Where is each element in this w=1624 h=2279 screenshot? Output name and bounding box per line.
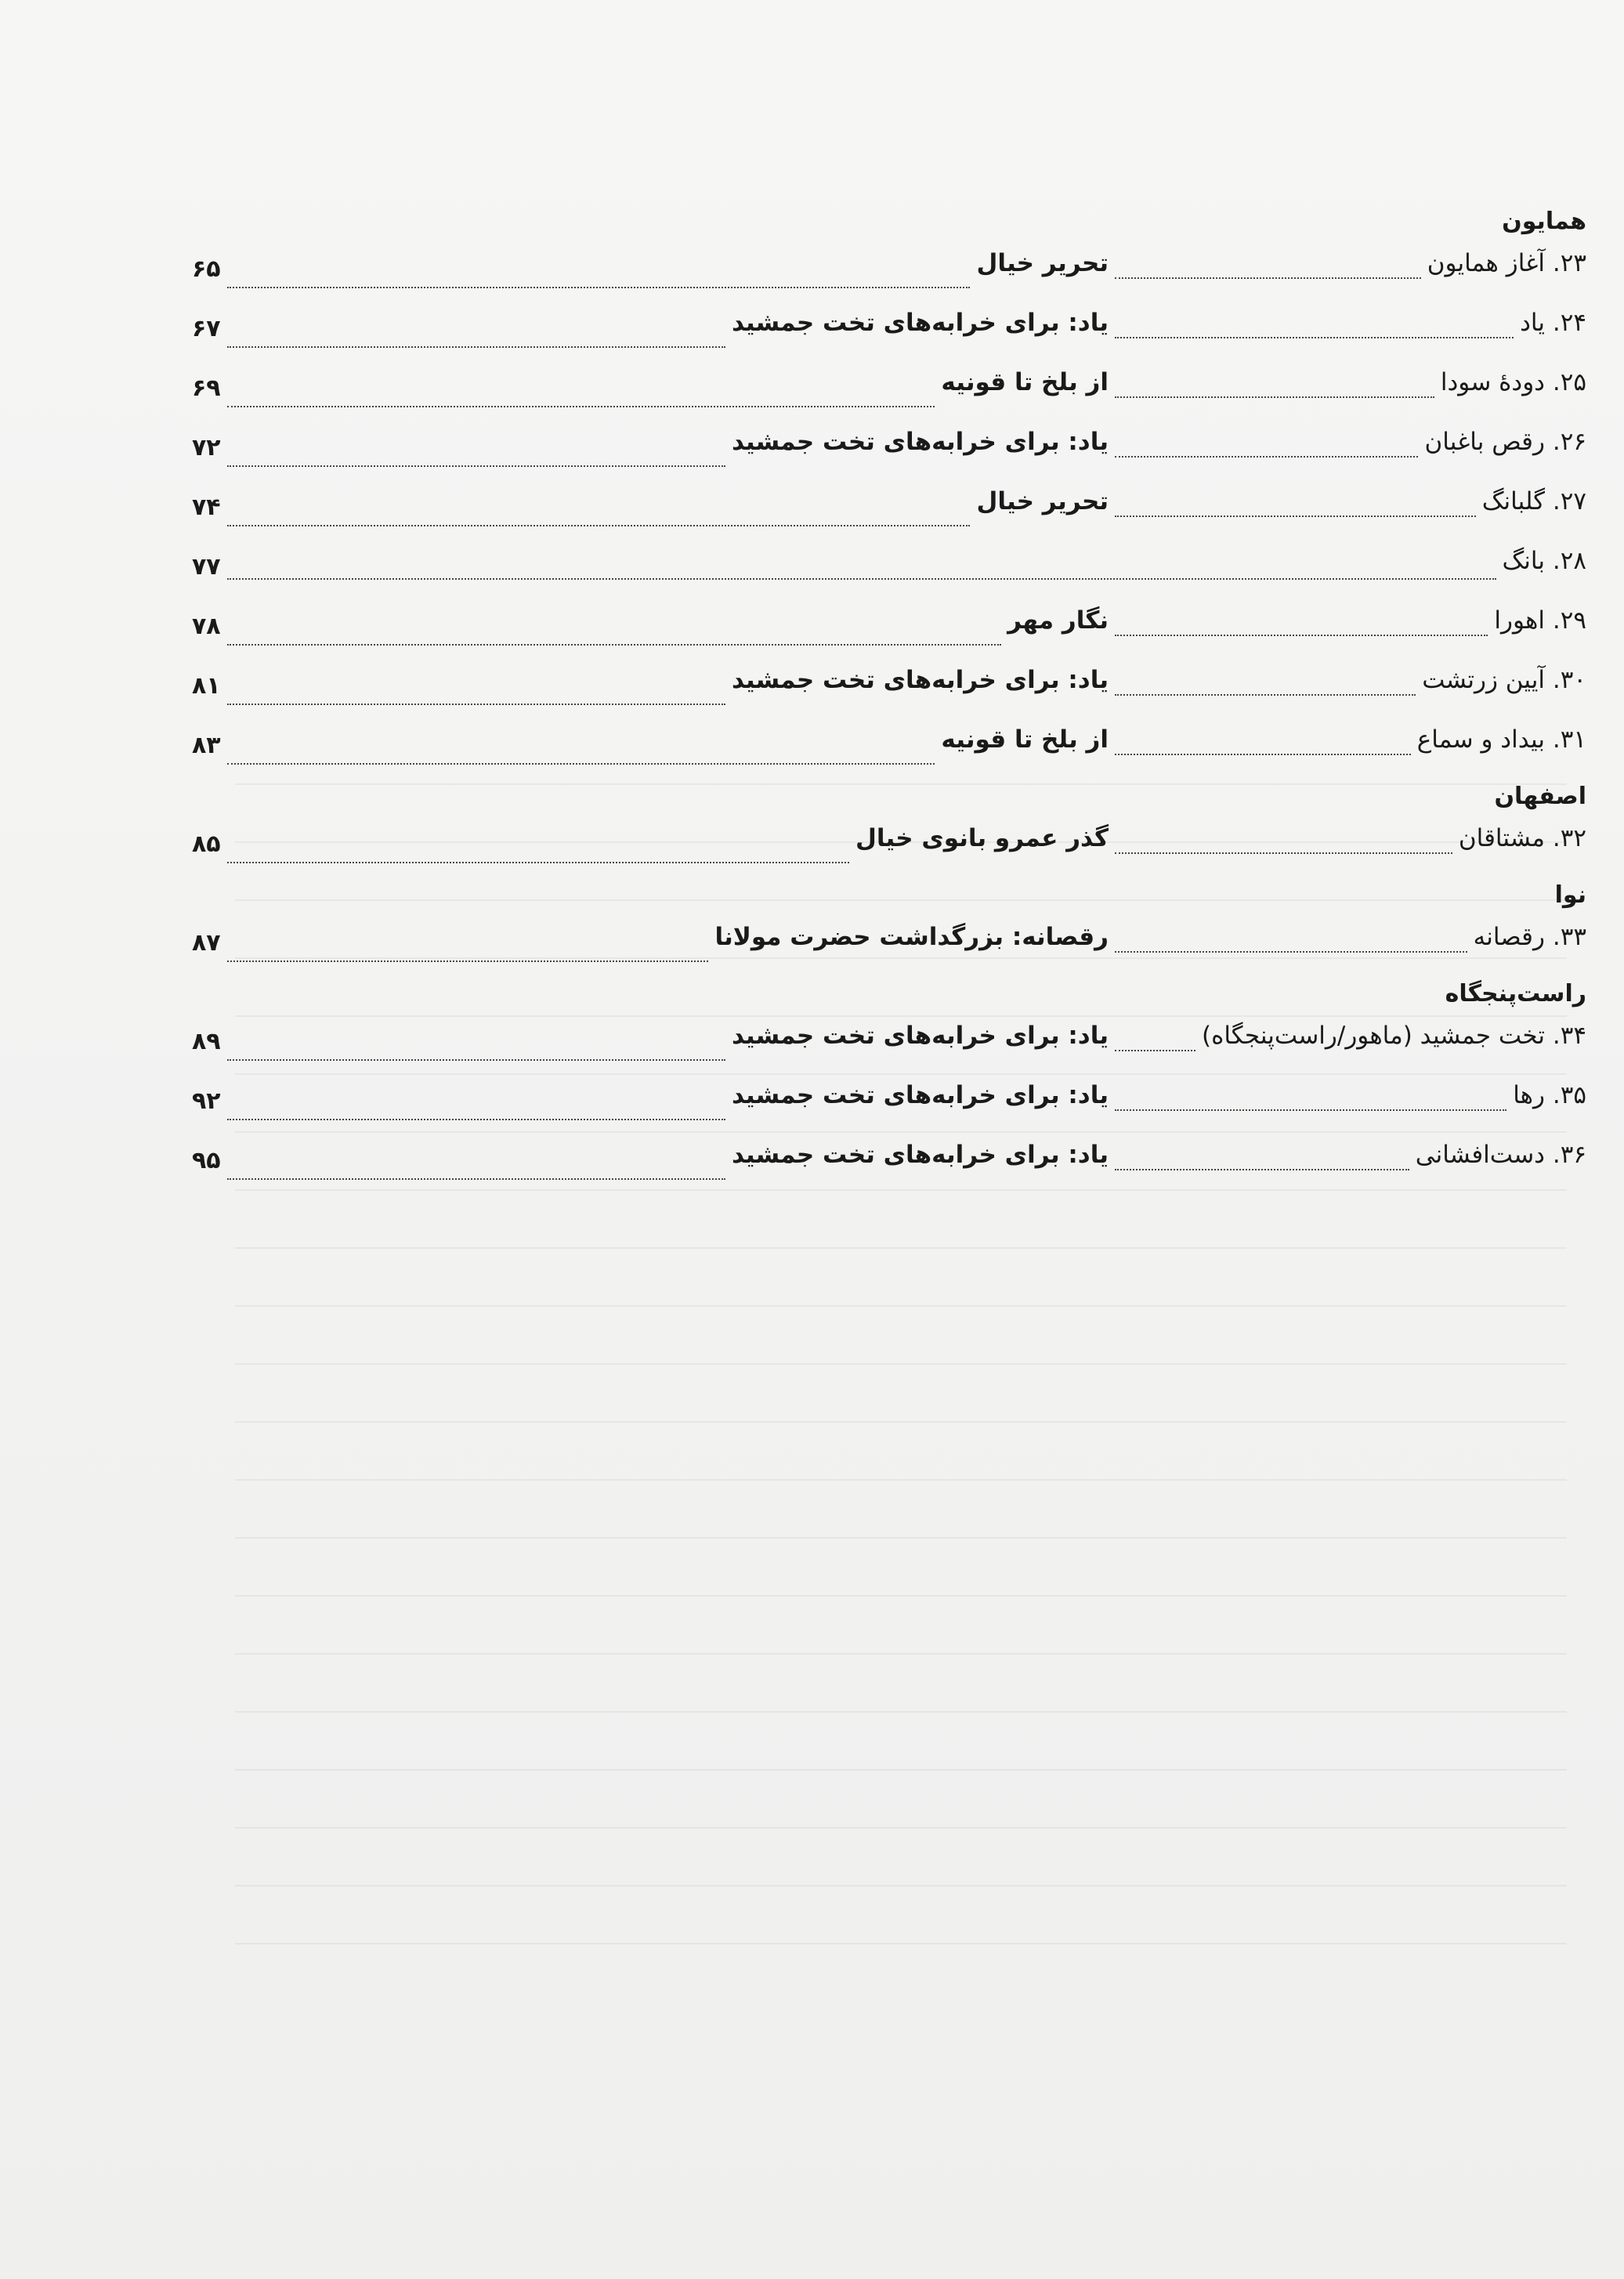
dotted-leader bbox=[227, 1178, 725, 1180]
page-number: ۸۵ bbox=[192, 830, 221, 858]
dotted-leader bbox=[227, 960, 708, 962]
entry-subtitle: از بلخ تا قونیه bbox=[941, 368, 1109, 396]
entry-title: ۲۸. بانگ bbox=[1502, 547, 1586, 575]
entry-title: ۲۶. رقص باغبان bbox=[1424, 428, 1586, 456]
dotted-leader bbox=[1115, 754, 1411, 755]
entry-title: ۳۳. رقصانه bbox=[1473, 923, 1586, 951]
toc-entry[interactable] bbox=[192, 658, 1586, 718]
entry-subtitle: یاد: برای خرابه‌های تخت جمشید bbox=[732, 1141, 1109, 1169]
section-title: اصفهان bbox=[1494, 783, 1586, 810]
table-of-contents bbox=[192, 202, 1586, 1192]
page-number: ۸۱ bbox=[192, 672, 221, 700]
entry-subtitle: یاد: برای خرابه‌های تخت جمشید bbox=[732, 666, 1109, 694]
entry-subtitle: نگار مهر bbox=[1007, 606, 1109, 635]
dotted-leader bbox=[227, 763, 935, 765]
entry-subtitle: یاد: برای خرابه‌های تخت جمشید bbox=[732, 428, 1109, 456]
entry-subtitle: از بلخ تا قونیه bbox=[941, 725, 1109, 754]
dotted-leader bbox=[227, 406, 935, 407]
entry-title: ۲۵. دودهٔ سودا bbox=[1440, 368, 1586, 396]
toc-entry[interactable] bbox=[192, 915, 1586, 975]
entry-title: ۳۴. تخت جمشید (ماهور/راست‌پنجگاه) bbox=[1202, 1022, 1586, 1050]
toc-entry[interactable] bbox=[192, 1014, 1586, 1073]
dotted-leader bbox=[227, 862, 849, 863]
entry-title: ۳۵. رها bbox=[1513, 1081, 1586, 1109]
dotted-leader bbox=[227, 465, 725, 467]
page-number: ۶۷ bbox=[192, 315, 221, 342]
page-number: ۸۷ bbox=[192, 929, 221, 957]
entry-title: ۲۷. گلبانگ bbox=[1481, 487, 1586, 515]
toc-entry[interactable] bbox=[192, 479, 1586, 539]
page-number: ۷۸ bbox=[192, 613, 221, 640]
dotted-leader bbox=[1115, 337, 1514, 338]
toc-entry[interactable] bbox=[192, 1073, 1586, 1133]
toc-entry[interactable] bbox=[192, 1133, 1586, 1192]
page-number: ۷۷ bbox=[192, 553, 221, 581]
toc-entry[interactable] bbox=[192, 301, 1586, 360]
entry-subtitle: یاد: برای خرابه‌های تخت جمشید bbox=[732, 1022, 1109, 1050]
page-number: ۶۹ bbox=[192, 374, 221, 402]
page-number: ۸۹ bbox=[192, 1028, 221, 1055]
page-number: ۸۳ bbox=[192, 732, 221, 759]
entry-title: ۲۳. آغاز همایون bbox=[1427, 249, 1586, 277]
dotted-leader bbox=[227, 346, 725, 348]
entry-subtitle: تحریر خیال bbox=[976, 487, 1109, 515]
dotted-leader bbox=[227, 287, 970, 288]
entry-title: ۲۹. اهورا bbox=[1494, 606, 1586, 635]
dotted-leader bbox=[1115, 852, 1452, 854]
dotted-leader bbox=[1115, 1169, 1409, 1170]
entry-subtitle: یاد: برای خرابه‌های تخت جمشید bbox=[732, 309, 1109, 337]
dotted-leader bbox=[1115, 1109, 1506, 1111]
entry-subtitle: تحریر خیال bbox=[976, 249, 1109, 277]
toc-entry[interactable] bbox=[192, 420, 1586, 479]
entry-subtitle: یاد: برای خرابه‌های تخت جمشید bbox=[732, 1081, 1109, 1109]
toc-entry[interactable] bbox=[192, 718, 1586, 777]
dotted-leader bbox=[1115, 694, 1416, 696]
dotted-leader bbox=[227, 578, 1496, 580]
dotted-leader bbox=[227, 644, 1001, 646]
dotted-leader bbox=[1115, 1050, 1195, 1051]
dotted-leader bbox=[1115, 456, 1418, 458]
dotted-leader bbox=[1115, 396, 1434, 398]
dotted-leader bbox=[1115, 951, 1467, 953]
section-title: همایون bbox=[1502, 208, 1586, 235]
page-number: ۷۴ bbox=[192, 494, 221, 521]
section-title: راست‌پنجگاه bbox=[1445, 980, 1586, 1007]
entry-title: ۳۰. آیین زرتشت bbox=[1422, 666, 1586, 694]
page-number: ۶۵ bbox=[192, 255, 221, 283]
dotted-leader bbox=[1115, 635, 1488, 636]
toc-entry[interactable] bbox=[192, 599, 1586, 658]
entry-subtitle: رقصانه: بزرگداشت حضرت مولانا bbox=[714, 923, 1109, 951]
dotted-leader bbox=[227, 704, 725, 705]
dotted-leader bbox=[227, 1119, 725, 1120]
section-title: نوا bbox=[1554, 881, 1586, 909]
toc-entry[interactable] bbox=[192, 816, 1586, 876]
entry-subtitle: گذر عمرو بانوی خیال bbox=[855, 824, 1109, 852]
toc-entry[interactable] bbox=[192, 539, 1586, 599]
dotted-leader bbox=[1115, 515, 1476, 517]
entry-title: ۳۶. دست‌افشانی bbox=[1415, 1141, 1586, 1169]
page-number: ۹۵ bbox=[192, 1147, 221, 1174]
toc-entry[interactable] bbox=[192, 360, 1586, 420]
page-number: ۷۲ bbox=[192, 434, 221, 461]
entry-title: ۲۴. یاد bbox=[1520, 309, 1586, 337]
entry-title: ۳۱. بیداد و سماع bbox=[1416, 725, 1586, 754]
dotted-leader bbox=[227, 525, 970, 526]
page-number: ۹۲ bbox=[192, 1087, 221, 1115]
dotted-leader bbox=[227, 1059, 725, 1061]
dotted-leader bbox=[1115, 277, 1421, 279]
entry-title: ۳۲. مشتاقان bbox=[1458, 824, 1586, 852]
toc-entry[interactable] bbox=[192, 241, 1586, 301]
